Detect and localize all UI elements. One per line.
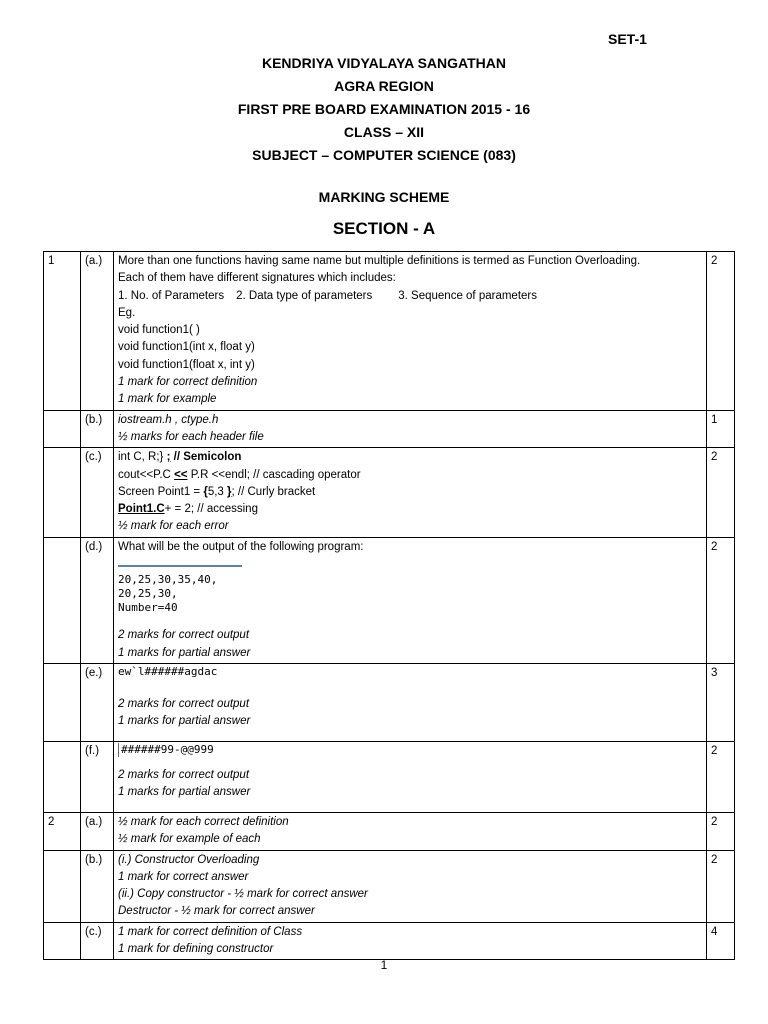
answer-line: Each of them have different signatures which includes: [118,272,396,285]
marks-note: 1 mark for defining constructor [118,943,274,956]
marks-cell: 2 [707,448,735,537]
marks-note: 2 marks for correct output [118,768,250,781]
answer-line: More than one functions having same name but multiple definitions is termed as Function Overloading. [118,255,641,267]
marks-note: 2 marks for correct output [118,629,250,642]
table-row [44,410,735,448]
program-output-line: Number=40 [118,601,178,615]
document-header [0,52,768,167]
answer-line: int C, R;} ; // Semicolon [118,451,242,464]
marks-cell: 2 [707,812,735,850]
question-part: (d.) [81,537,114,663]
answer-line: Destructor - ½ mark for correct answer [118,905,315,918]
question-text: What will be the output of the following program: [118,540,364,553]
question-part: (f.) [81,741,114,812]
marks-cell: 2 [707,252,735,411]
question-number: 1 [44,252,81,411]
marks-note: ½ mark for each error [118,520,229,533]
table-row [44,537,735,663]
answer-cell [114,850,707,922]
table-row [44,252,735,411]
header-subject: SUBJECT – COMPUTER SCIENCE (083) [252,147,516,163]
answer-cell [114,252,707,411]
answer-cell [114,812,707,850]
marks-cell: 1 [707,410,735,448]
answer-line: cout<<P.C << P.R <<endl; // cascading operator [118,468,361,481]
marks-cell: 3 [707,663,735,741]
marks-note: 1 mark for correct definition of Class [118,925,303,938]
question-part: (b.) [81,850,114,922]
answer-line: iostream.h , ctype.h [118,413,219,426]
marks-cell: 2 [707,850,735,922]
answer-line: Eg. [118,306,136,319]
marks-cell: 4 [707,922,735,960]
page-number: 1 [380,958,388,972]
marking-scheme-table [43,251,735,960]
marking-scheme-title: MARKING SCHEME [318,189,450,205]
marks-note: ½ mark for example of each [118,833,261,846]
marks-cell: 2 [707,537,735,663]
table-row [44,922,735,960]
question-number: 2 [44,812,81,850]
marks-note: 1 marks for partial answer [118,646,251,659]
marks-note: 1 mark for correct answer [118,870,249,883]
program-output-line: 20,25,30, [118,587,178,601]
header-class: CLASS – XII [343,124,425,140]
header-organization: KENDRIYA VIDYALAYA SANGATHAN [261,55,506,71]
program-output-line: 20,25,30,35,40, [118,573,218,587]
answer-cell [114,537,707,663]
program-output-line: ######99-@@999 [118,743,702,757]
marks-cell: 2 [707,741,735,812]
question-part: (a.) [81,252,114,411]
marks-note: 1 mark for example [118,393,217,406]
answer-cell [114,741,707,812]
marks-note: ½ mark for each correct definition [118,815,289,828]
header-region: AGRA REGION [334,78,434,94]
question-part: (a.) [81,812,114,850]
output-underline [118,556,702,573]
answer-line: void function1( ) [118,324,200,337]
section-title: SECTION - A [332,219,436,238]
answer-line: 1. No. of Parameters 2. Data type of parameters 3. Sequence of parameters [118,289,537,302]
answer-cell [114,448,707,537]
answer-line: Screen Point1 = {5,3 }; // Curly bracket [118,485,316,498]
answer-line: Point1.C+ = 2; // accessing [118,503,258,516]
table-row [44,812,735,850]
question-part: (c.) [81,922,114,960]
marks-note: 1 marks for partial answer [118,715,251,728]
answer-cell [114,410,707,448]
marks-note: ½ marks for each header file [118,430,264,443]
question-part: (e.) [81,663,114,741]
marks-note: 1 mark for correct definition [118,376,258,389]
header-exam: FIRST PRE BOARD EXAMINATION 2015 - 16 [237,101,531,117]
table-row [44,741,735,812]
table-row [44,448,735,537]
set-label: SET-1 [608,31,647,47]
marks-note: 2 marks for correct output [118,697,250,710]
answer-line: (ii.) Copy constructor - ½ mark for correct answer [118,888,368,901]
answer-line: void function1(int x, float y) [118,341,255,354]
table-row [44,850,735,922]
answer-cell [114,922,707,960]
program-output-line: ew`l######agdac [118,664,218,678]
question-part: (c.) [81,448,114,537]
answer-cell [114,663,707,741]
answer-line: void function1(float x, int y) [118,358,255,371]
question-part: (b.) [81,410,114,448]
marks-note: 1 marks for partial answer [118,786,251,799]
answer-line: (i.) Constructor Overloading [118,853,260,866]
table-row [44,663,735,741]
